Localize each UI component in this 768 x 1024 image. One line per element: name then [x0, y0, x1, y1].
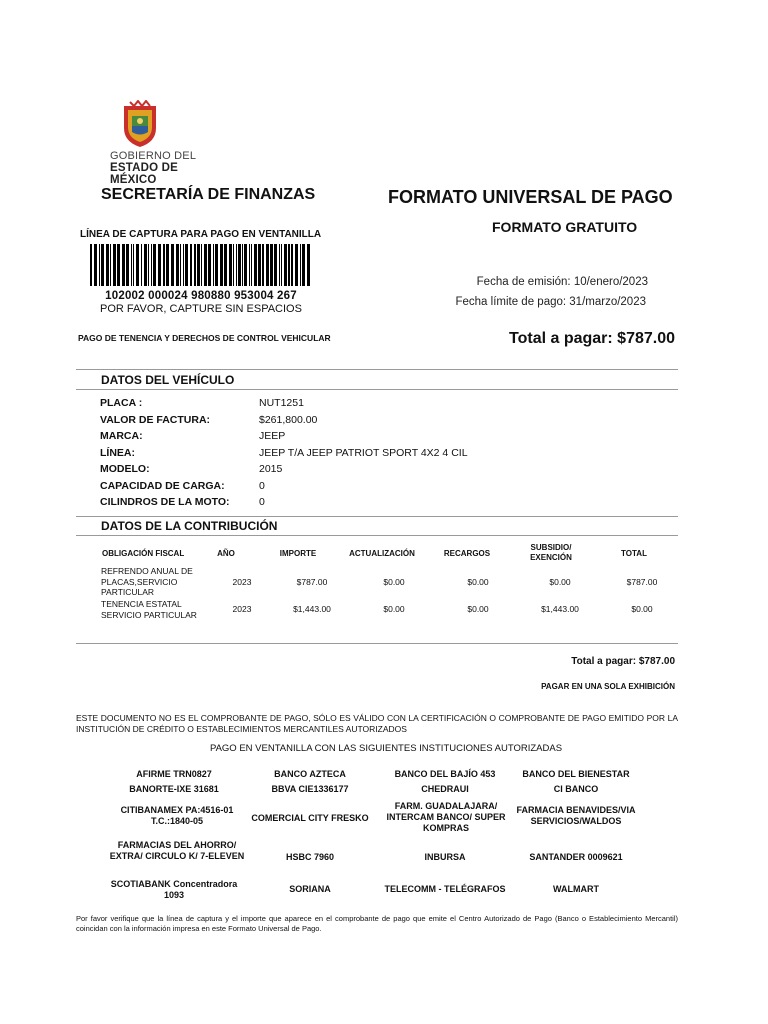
col-anio: AÑO	[217, 549, 235, 558]
vehiculo-value: 0	[259, 479, 265, 492]
linea-captura-label: LÍNEA DE CAPTURA PARA PAGO EN VENTANILLA	[80, 229, 322, 240]
cell-obligacion: REFRENDO ANUAL DE PLACAS,SERVICIO PARTICULAR	[101, 566, 193, 597]
linea-captura-code: 102002 000024 980880 953004 267	[105, 290, 297, 302]
concepto-pago: PAGO DE TENENCIA Y DERECHOS DE CONTROL VEHICULAR	[78, 333, 331, 343]
cell-recargos: $0.00	[467, 577, 489, 587]
contribucion-heading: DATOS DE LA CONTRIBUCIÓN	[101, 519, 278, 533]
institucion-item: WALMART	[553, 884, 599, 894]
col-subsidio: SUBSIDIO/ EXENCIÓN	[530, 543, 572, 562]
fecha-limite: Fecha límite de pago: 31/marzo/2023	[455, 296, 646, 308]
institucion-item: BANORTE-IXE 31681	[129, 784, 219, 794]
col-obligacion: OBLIGACIÓN FISCAL	[102, 549, 185, 558]
institucion-item: CITIBANAMEX PA:4516-01 T.C.:1840-05	[120, 805, 234, 826]
cell-actualizacion: $0.00	[383, 577, 405, 587]
institucion-item: BANCO AZTECA	[274, 769, 346, 779]
gobierno-logo	[110, 100, 200, 186]
logo-line1: GOBIERNO DEL	[110, 150, 197, 162]
institucion-item: SANTANDER 0009621	[529, 852, 623, 862]
institucion-item: BANCO DEL BIENESTAR	[522, 769, 630, 779]
document-subtitle: FORMATO GRATUITO	[492, 219, 638, 235]
institucion-item: COMERCIAL CITY FRESKO	[251, 813, 369, 823]
vehiculo-value: JEEP	[259, 430, 286, 442]
cell-subsidio: $0.00	[549, 577, 571, 587]
vehiculo-value: 2015	[259, 463, 283, 475]
document-title: FORMATO UNIVERSAL DE PAGO	[388, 187, 673, 207]
fecha-emision: Fecha de emisión: 10/enero/2023	[476, 276, 648, 288]
institucion-item: BANCO DEL BAJÍO 453	[394, 769, 496, 779]
instituciones-title: PAGO EN VENTANILLA CON LAS SIGUIENTES INSTITUCIONES AUTORIZADAS	[209, 743, 563, 754]
institucion-item: FARMACIAS DEL AHORRO/ EXTRA/ CIRCULO K/ 7-ELEVEN	[109, 840, 245, 861]
col-total: TOTAL	[621, 549, 647, 558]
cell-total: $0.00	[631, 604, 653, 614]
col-recargos: RECARGOS	[443, 549, 491, 558]
cell-total: $787.00	[626, 577, 658, 587]
vehiculo-label: MARCA:	[100, 430, 143, 442]
institucion-item: FARMACIA BENAVIDES/VIA SERVICIOS/WALDOS	[516, 805, 636, 826]
institucion-item: TELECOMM - TELÉGRAFOS	[384, 884, 506, 894]
disclaimer-text: ESTE DOCUMENTO NO ES EL COMPROBANTE DE PAGO, SÓLO ES VÁLIDO CON LA CERTIFICACIÓN O COMPROBANTE DE PAGO EMITIDO POR LA INSTITUCIÓN DE CRÉDITO O ESTABLECIMIENTOS MERCANTILES AUTORIZADOS	[76, 713, 678, 734]
vehiculo-label: PLACA :	[100, 397, 143, 409]
institucion-item: CI BANCO	[553, 784, 599, 794]
institucion-item: INBURSA	[424, 852, 466, 862]
footer-note: Por favor verifique que la línea de captura y el importe que aparece en el comprobante de pago que emite el Centro Autorizado de Pago (Banco o Establecimiento Mercantil) coincidan con la información impresa en este Formato Universal de Pago.	[76, 914, 678, 933]
secretaria-title: SECRETARÍA DE FINANZAS	[101, 186, 316, 203]
divider	[76, 369, 678, 370]
institucion-item: SORIANA	[289, 884, 331, 894]
institucion-item: BBVA CIE1336177	[271, 784, 349, 794]
col-importe: IMPORTE	[279, 549, 317, 558]
divider	[76, 389, 678, 390]
cell-anio: 2023	[232, 577, 252, 587]
cell-recargos: $0.00	[467, 604, 489, 614]
vehiculo-value: $261,800.00	[259, 413, 318, 426]
vehiculo-label: MODELO:	[100, 463, 150, 475]
cell-importe: $1,443.00	[293, 604, 331, 614]
col-actualizacion: ACTUALIZACIÓN	[349, 549, 415, 558]
coat-of-arms-icon	[118, 100, 162, 148]
barcode-icon	[90, 244, 312, 286]
vehiculo-label: CAPACIDAD DE CARGA:	[100, 479, 225, 492]
linea-captura-hint: POR FAVOR, CAPTURE SIN ESPACIOS	[100, 303, 302, 315]
divider	[76, 535, 678, 536]
logo-line2: ESTADO DE MÉXICO	[110, 162, 179, 186]
vehiculo-heading: DATOS DEL VEHÍCULO	[101, 373, 235, 387]
total-a-pagar-header: Total a pagar: $787.00	[509, 330, 675, 347]
institucion-item: CHEDRAUI	[421, 784, 469, 794]
exhibicion-note: PAGAR EN UNA SOLA EXHIBICIÓN	[541, 682, 675, 691]
cell-obligacion: TENENCIA ESTATAL SERVICIO PARTICULAR	[101, 599, 197, 620]
institucion-item: SCOTIABANK Concentradora 1093	[110, 879, 238, 900]
vehiculo-label: LÍNEA:	[100, 446, 135, 459]
institucion-item: HSBC 7960	[285, 852, 335, 862]
total-a-pagar: Total a pagar: $787.00	[571, 656, 675, 667]
cell-actualizacion: $0.00	[383, 604, 405, 614]
divider	[76, 643, 678, 644]
institucion-item: AFIRME TRN0827	[136, 769, 212, 779]
cell-anio: 2023	[232, 604, 252, 614]
vehiculo-value: JEEP T/A JEEP PATRIOT SPORT 4X2 4 CIL	[259, 446, 468, 459]
institucion-item: FARM. GUADALAJARA/ INTERCAM BANCO/ SUPER KOMPRAS	[386, 801, 506, 833]
vehiculo-label: VALOR DE FACTURA:	[100, 413, 211, 426]
vehiculo-value: NUT1251	[259, 397, 304, 409]
cell-subsidio: $1,443.00	[541, 604, 579, 614]
vehiculo-value: 0	[259, 496, 265, 508]
divider	[76, 516, 678, 517]
cell-importe: $787.00	[296, 577, 328, 587]
vehiculo-label: CILINDROS DE LA MOTO:	[100, 496, 230, 508]
